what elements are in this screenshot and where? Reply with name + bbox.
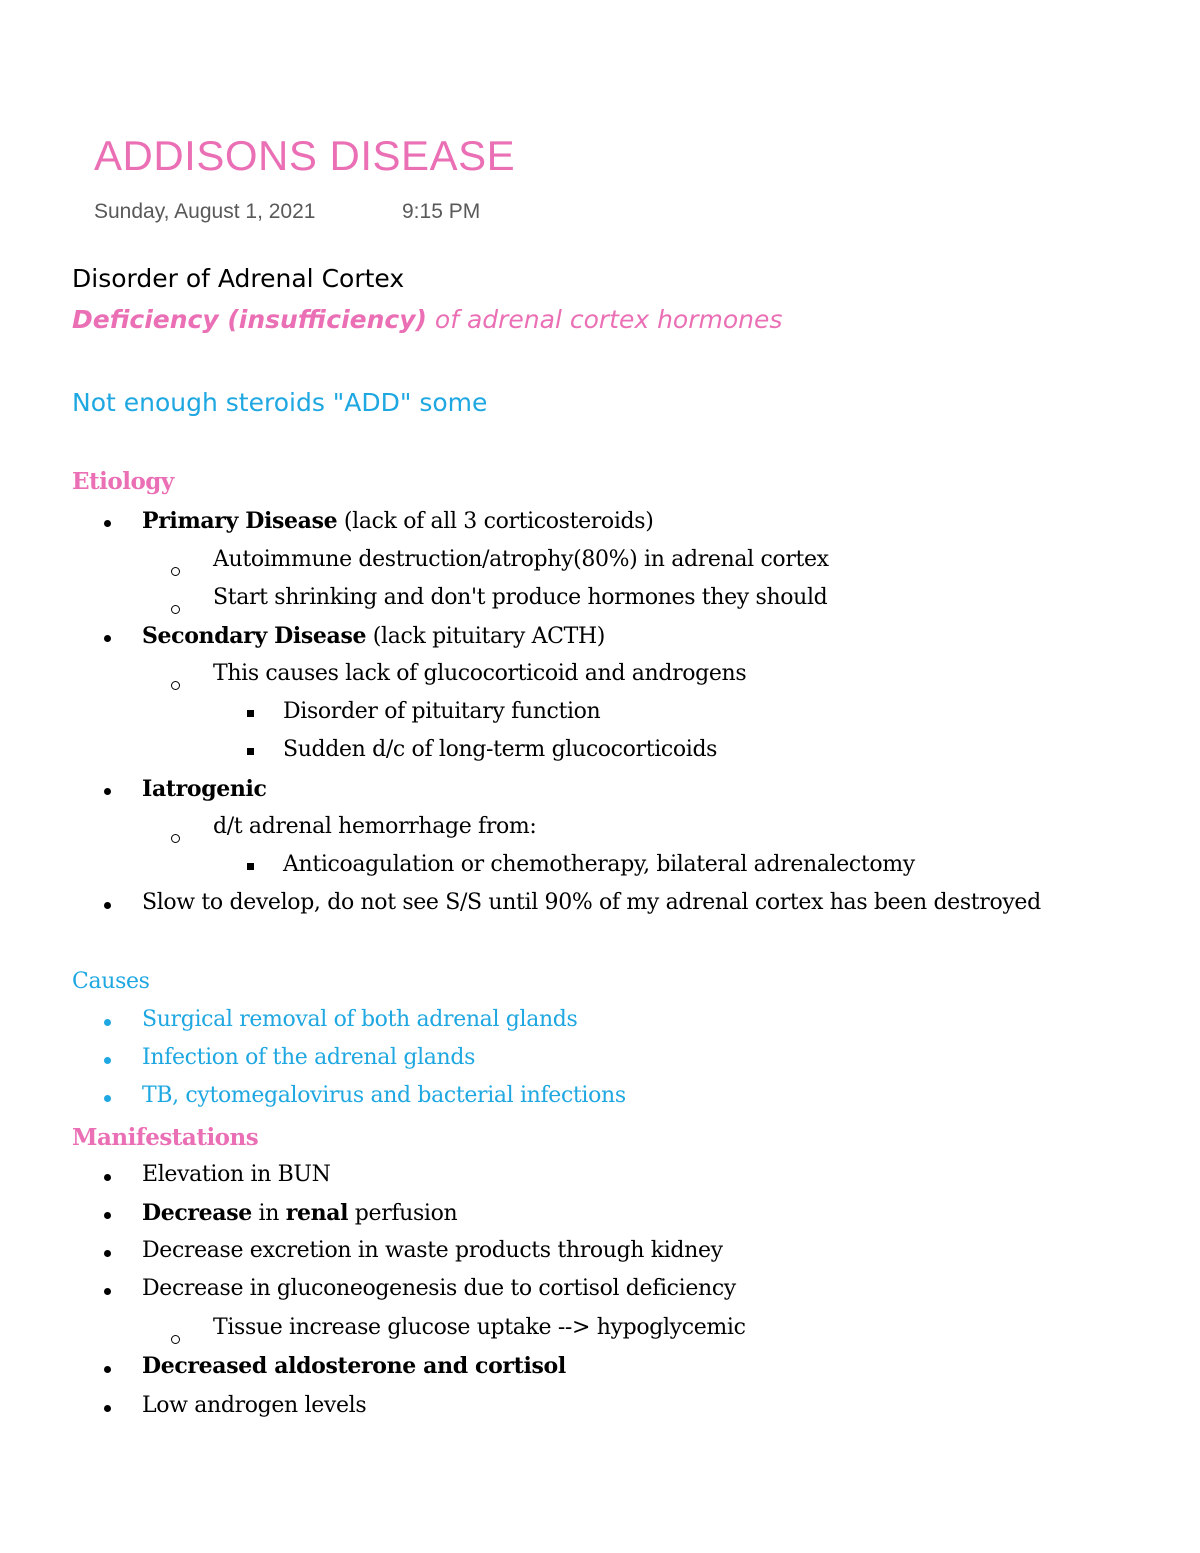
bullet-dot-icon [104, 1366, 111, 1373]
bullet-square-icon [247, 710, 254, 717]
etiology-primary [142, 508, 653, 534]
etiology-slow-develop: Slow to develop, do not see S/S until 90% of my adrenal cortex has been destroyed [142, 890, 1041, 915]
bullet-dot-icon [104, 1019, 111, 1026]
bullet-dot-icon [104, 1405, 111, 1412]
secondary-disease-desc: (lack pituitary ACTH) [366, 624, 606, 649]
bullet-circle-icon [171, 567, 180, 576]
intro-line-1: Disorder of Adrenal Cortex [72, 264, 405, 293]
perfusion-word: perfusion [348, 1201, 458, 1226]
renal-term: renal [285, 1200, 349, 1226]
bullet-square-icon [247, 748, 254, 755]
primary-disease-term: Primary Disease [142, 508, 338, 534]
bullet-dot-icon [104, 520, 111, 527]
in-word: in [251, 1201, 286, 1226]
cause-item-3: TB, cytomegalovirus and bacterial infections [142, 1083, 626, 1108]
intro-line-3: Not enough steroids "ADD" some [72, 388, 488, 417]
bullet-square-icon [247, 863, 254, 870]
etiology-heading: Etiology [72, 468, 174, 495]
manifestation-item-1: Elevation in BUN [142, 1162, 331, 1187]
primary-sub-2: Start shrinking and don't produce hormones they should [213, 585, 828, 610]
cut-off-text-fragment [142, 1428, 582, 1436]
causes-heading: Causes [72, 969, 150, 994]
primary-sub-1: Autoimmune destruction/atrophy(80%) in adrenal cortex [213, 547, 829, 572]
manifestation-item-4: Decrease in gluconeogenesis due to cortisol deficiency [142, 1276, 736, 1301]
bullet-dot-icon [104, 1095, 111, 1102]
manifestations-heading: Manifestations [72, 1124, 259, 1151]
etiology-iatrogenic: Iatrogenic [142, 776, 267, 802]
decrease-term: Decrease [142, 1200, 252, 1226]
bullet-dot-icon [104, 635, 111, 642]
bullet-circle-icon [171, 834, 180, 843]
bullet-dot-icon [104, 1174, 111, 1181]
cause-item-2: Infection of the adrenal glands [142, 1045, 476, 1070]
page-title: ADDISONS DISEASE [94, 132, 516, 179]
bullet-dot-icon [104, 1057, 111, 1064]
manifestation-item-6: Low androgen levels [142, 1393, 367, 1418]
intro-line-2 [72, 305, 782, 334]
secondary-sub-1: This causes lack of glucocorticoid and androgens [213, 661, 747, 686]
bullet-dot-icon [104, 1288, 111, 1295]
secondary-sub-1-a: Disorder of pituitary function [283, 699, 601, 724]
bullet-dot-icon [104, 1250, 111, 1257]
intro-deficiency-rest: of adrenal cortex hormones [426, 305, 783, 334]
manifestation-item-5: Decreased aldosterone and cortisol [142, 1353, 566, 1379]
manifestation-item-2 [142, 1200, 457, 1226]
bullet-dot-icon [104, 1212, 111, 1219]
bullet-circle-icon [171, 1335, 180, 1344]
intro-deficiency-term: Deficiency (insufficiency) [72, 305, 427, 334]
etiology-secondary [142, 623, 605, 649]
primary-disease-desc: (lack of all 3 corticosteroids) [337, 509, 654, 534]
cause-item-1: Surgical removal of both adrenal glands [142, 1007, 578, 1032]
iatrogenic-sub-1: d/t adrenal hemorrhage from: [213, 814, 537, 839]
secondary-disease-term: Secondary Disease [142, 623, 367, 649]
manifestation-item-3: Decrease excretion in waste products through kidney [142, 1238, 723, 1263]
bullet-dot-icon [104, 788, 111, 795]
bullet-circle-icon [171, 605, 180, 614]
note-date: Sunday, August 1, 2021 [94, 200, 316, 223]
note-time: 9:15 PM [402, 200, 481, 223]
secondary-sub-1-b: Sudden d/c of long-term glucocorticoids [283, 737, 718, 762]
iatrogenic-sub-1-a: Anticoagulation or chemotherapy, bilateral adrenalectomy [283, 852, 915, 877]
manifestation-item-4-sub: Tissue increase glucose uptake --> hypoglycemic [213, 1315, 746, 1340]
bullet-circle-icon [171, 681, 180, 690]
bullet-dot-icon [104, 902, 111, 909]
